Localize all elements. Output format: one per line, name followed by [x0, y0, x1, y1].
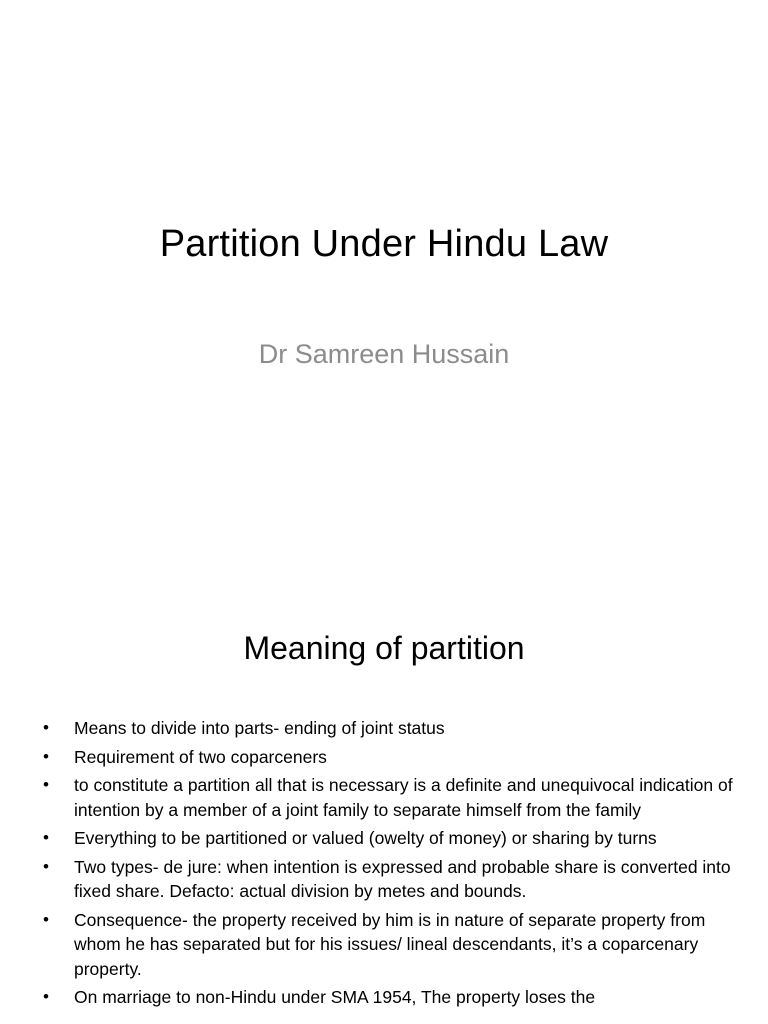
bullet-item — [38, 855, 738, 904]
bullet-item — [38, 745, 738, 770]
bullet-item — [38, 826, 738, 851]
bullet-text: Means to divide into parts- ending of joint status — [74, 718, 445, 738]
bullet-marker-icon: • — [43, 775, 49, 794]
bullet-marker-icon: • — [43, 746, 49, 766]
presentation-title: Partition Under Hindu Law — [159, 223, 609, 265]
bullet-text: Requirement of two coparceners — [74, 746, 327, 767]
slide-title: Meaning of partition — [243, 630, 525, 666]
bullet-marker-icon: • — [43, 718, 49, 737]
author-subtitle: Dr Samreen Hussain — [258, 339, 510, 369]
bullet-text: On marriage to non-Hindu under SMA 1954, The property loses the — [74, 987, 596, 1007]
bullet-text: Everything to be partitioned or valued (owelty of money) or sharing by turns — [74, 828, 657, 848]
bullet-item — [38, 773, 738, 822]
bullet-marker-icon: • — [43, 987, 49, 1006]
bullet-text: to constitute a partition all that is necessary is a definite and unequivocal indication of intention by a member of a joint family to separate himself from the family — [74, 775, 733, 820]
bullet-item — [38, 716, 738, 741]
bullet-text: Consequence- the property received by him is in nature of separate property from whom he has separated but for his issues/ lineal descendants, it’s a coparcenary property. — [74, 909, 706, 979]
bullet-item — [38, 985, 738, 1010]
bullet-marker-icon: • — [43, 909, 49, 929]
bullet-text: Two types- de jure: when intention is expressed and probable share is converted into fixed share. Defacto: actual division by metes and bounds. — [74, 856, 731, 901]
bullet-list — [38, 716, 738, 1014]
content-slide — [0, 576, 768, 1024]
bullet-marker-icon: • — [43, 856, 49, 876]
bullet-marker-icon: • — [43, 828, 49, 847]
bullet-item — [38, 908, 738, 982]
